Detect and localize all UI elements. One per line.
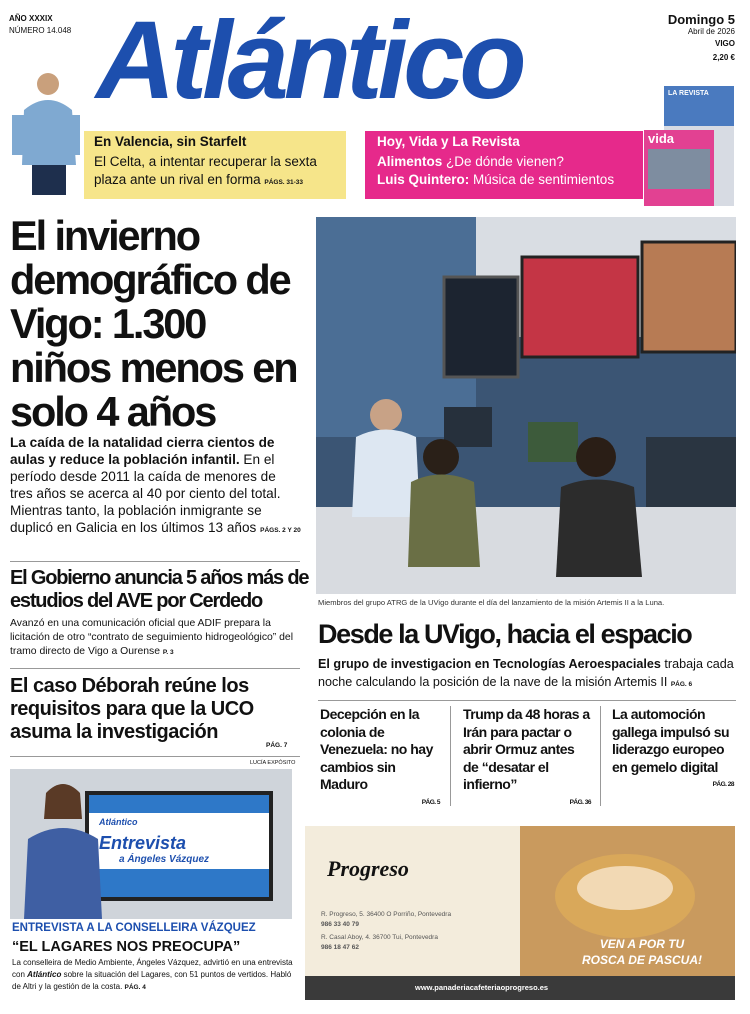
edition-year: AÑO XXXIX — [9, 14, 53, 23]
lead-deck: La caída de la natalidad cierra cientos de aulas y reduce la población infantil. — [10, 435, 275, 467]
vida-label: vida — [648, 131, 675, 146]
interview-body: La conselleira de Medio Ambiente, Ángeles Vázquez, advirtió en una entrevista con Atlántico sobre la situación del Lagares, con 51 puntos de vertidos. Habló de Altri y la gestión de la costa. PÁG. 4 — [12, 958, 293, 991]
ad-url[interactable]: www.panaderiacafeteriaoprogreso.es — [415, 983, 549, 992]
brief-venezuela-headline: Decepción en la colonia de Venezuela: no hay cambios sin Maduro — [320, 706, 433, 792]
city: VIGO — [714, 39, 735, 48]
lead-text: En el período desde 2011 la caída de menores de tres años se acerca al 40 por ciento del total. Mientras tanto, la población inmigrante se duplicó en Galicia en los últimos 13 años — [10, 452, 281, 535]
divider — [10, 561, 300, 562]
revista-thumbnail[interactable] — [648, 86, 734, 206]
brief-trump-headline: Trump da 48 horas a Irán para pactar o abrir Ormuz antes de “desatar el infierno” — [463, 706, 590, 792]
football-player-photo — [10, 70, 80, 200]
space-headline[interactable]: Desde la UVigo, hacia el espacio — [318, 619, 692, 649]
brief-venezuela[interactable] — [320, 706, 440, 811]
interview-screen — [85, 791, 273, 901]
ad-slogan: VEN A POR TU ROSCA DE PASCUA! — [581, 937, 702, 967]
teaser-sport-title: En Valencia, sin Starfelt — [94, 134, 247, 149]
teaser-vida-title: Hoy, Vida y La Revista — [377, 134, 520, 149]
vida-image — [648, 149, 710, 189]
teaser-vida[interactable] — [365, 131, 643, 199]
brief-venezuela-page: PÁG. 5 — [421, 798, 440, 806]
space-deck: El grupo de investigacion en Tecnologías Aeroespaciales trabaja cada noche calculando la posición de la nave de la misión Artemis II PÁG. 6 — [318, 657, 734, 689]
date-info — [668, 14, 735, 64]
lead-body — [10, 434, 302, 539]
column-divider — [600, 706, 601, 806]
photo-caption: Miembros del grupo ATRG de la UVigo durante el día del lanzamiento de la misión Artemis II a la Luna. — [318, 598, 665, 607]
teaser-vida-line1: Alimentos ¿De dónde vienen? — [377, 154, 564, 169]
divider — [318, 700, 736, 701]
deborah-headline[interactable]: El caso Déborah reúne los requisitos para que la UCO asuma la investigación — [10, 675, 254, 743]
date-day: Domingo 5 — [667, 12, 735, 27]
screen-logo: Atlántico — [99, 817, 138, 827]
divider — [10, 756, 300, 757]
brief-trump-page: PÁG. 36 — [569, 798, 591, 806]
brief-automocion-headline: La automoción gallega impulsó su liderazgo europeo en gemelo digital — [612, 706, 730, 775]
brief-automocion[interactable] — [612, 706, 734, 794]
interview-kicker: ENTREVISTA A LA CONSELLEIRA VÁZQUEZ — [12, 922, 256, 934]
vida-thumbnail — [644, 130, 714, 206]
column-divider — [450, 706, 451, 806]
divider — [10, 668, 300, 669]
revista-label: LA REVISTA — [664, 86, 734, 126]
screen-name: a Ángeles Vázquez — [119, 854, 210, 865]
ad-brand: Progreso — [327, 856, 409, 881]
newspaper-logo[interactable]: Atlántico — [96, 0, 522, 122]
teaser-vida-line2: Luis Quintero: Música de sentimientos — [377, 172, 615, 187]
interview-quote[interactable]: “EL LAGARES NOS PREOCUPA” — [12, 939, 241, 955]
lead-pages: PÁGS. 2 Y 20 — [260, 527, 301, 534]
teaser-sport-pages: PÁGS. 31-33 — [264, 179, 304, 186]
edition-number: NÚMERO 14.048 — [9, 26, 72, 35]
teaser-sport[interactable] — [84, 131, 346, 199]
deborah-page: PÁG. 7 — [266, 742, 288, 749]
teaser-sport-text: El Celta, a intentar recuperar la sexta plaza ante un rival en forma PÁGS. 31-33 — [94, 154, 317, 187]
mission-control-photo — [316, 217, 736, 594]
lead-headline[interactable]: El invierno demográfico de Vigo: 1.300 niños menos en solo 4 años — [10, 212, 297, 435]
ad-contact: R. Progreso, 5. 36400 O Porriño, Pontevedra 986 33 40 79 R. Casal Aboy, 4. 36700 Tui, Pontevedra 986 18 47 62 — [321, 911, 452, 951]
photo-credit: LUCÍA EXPÓSITO — [250, 760, 296, 766]
screen-title: Entrevista — [99, 833, 187, 853]
date-month: Abril de 2026 — [687, 27, 735, 36]
ave-body: Avanzó en una comunicación oficial que ADIF prepara la licitación de otro “contrato de seguimiento hidrogeológico” del tramo directo de Vigo a Ourense P. 3 — [10, 618, 294, 657]
interview-photo — [10, 769, 292, 919]
brief-trump[interactable] — [463, 706, 591, 811]
interviewee-figure — [18, 769, 108, 919]
price: 2,20 € — [712, 53, 735, 62]
edition-info — [9, 13, 71, 37]
ave-headline[interactable]: El Gobierno anuncia 5 años más de estudios del AVE por Cerdedo — [10, 567, 309, 612]
bakery-ad[interactable] — [305, 826, 735, 1000]
brief-automocion-page: PÁG. 28 — [712, 781, 734, 788]
